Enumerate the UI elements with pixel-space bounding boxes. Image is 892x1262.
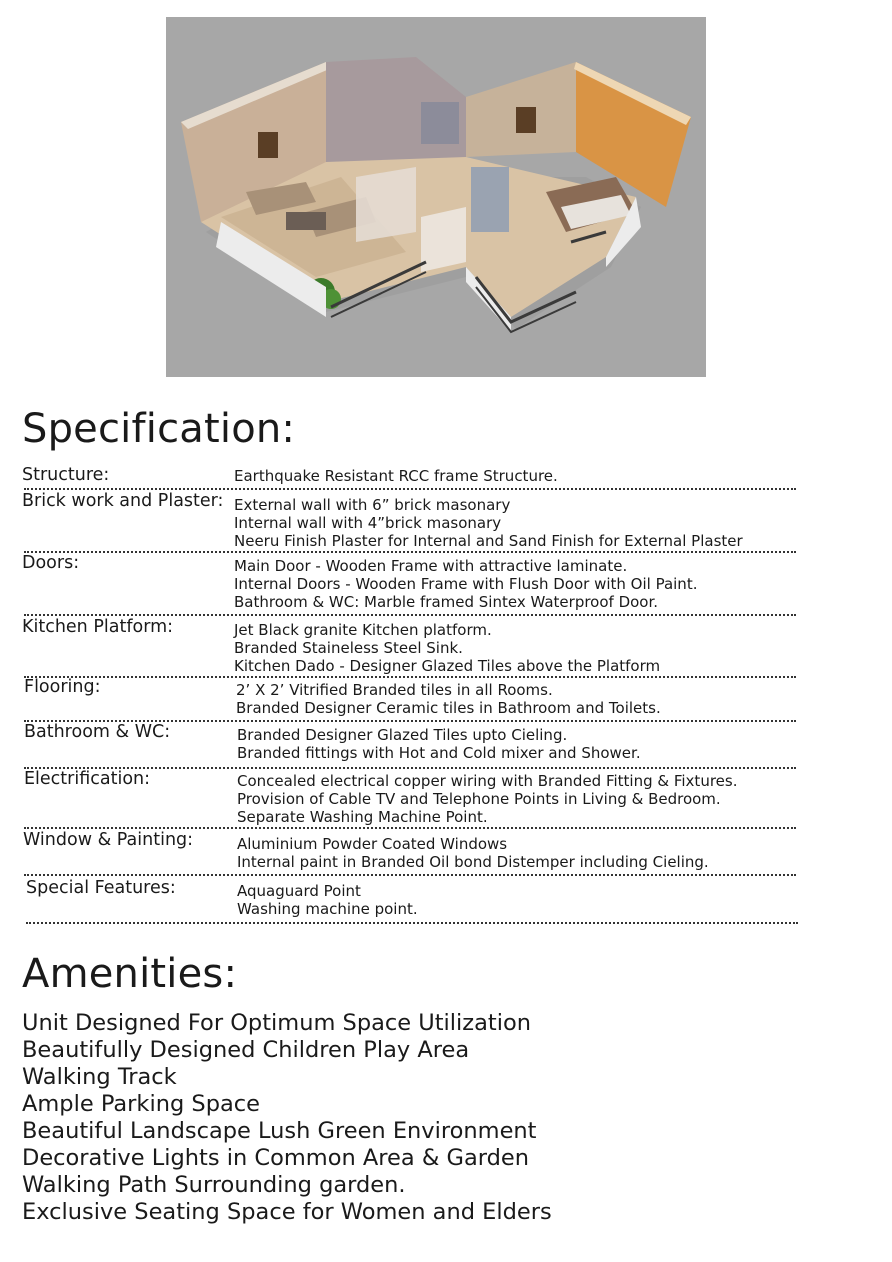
spec-value: Main Door - Wooden Frame with attractive laminate. <box>234 557 628 575</box>
spec-values <box>234 557 697 612</box>
spec-label: Special Features: <box>26 878 176 898</box>
dotted-divider <box>24 488 796 490</box>
amenity-item: Ample Parking Space <box>22 1091 260 1117</box>
spec-value: Kitchen Dado - Designer Glazed Tiles above the Platform <box>234 657 661 676</box>
spec-value: Concealed electrical copper wiring with Branded Fitting & Fixtures. <box>237 772 738 790</box>
specification-heading: Specification: <box>22 406 296 452</box>
spec-label: Bathroom & WC: <box>24 722 171 742</box>
spec-label: Electrification: <box>24 769 151 789</box>
amenity-item: Unit Designed For Optimum Space Utilization <box>22 1010 531 1036</box>
spec-values <box>237 726 641 762</box>
amenity-item: Beautiful Landscape Lush Green Environment <box>22 1118 537 1144</box>
dotted-divider <box>24 676 796 678</box>
amenity-item: Beautifully Designed Children Play Area <box>22 1037 470 1063</box>
dotted-divider <box>24 614 796 616</box>
dotted-divider <box>24 827 796 829</box>
spec-value: Aquaguard Point <box>237 882 361 900</box>
spec-values <box>237 835 709 871</box>
dotted-divider <box>26 922 798 924</box>
spec-value: Washing machine point. <box>237 900 418 919</box>
amenities-list <box>22 1010 552 1226</box>
spec-value: Branded Designer Ceramic tiles in Bathroom and Toilets. <box>236 699 661 718</box>
amenity-item: Decorative Lights in Common Area & Garden <box>22 1145 529 1171</box>
spec-label: Structure: <box>22 465 110 485</box>
spec-value: Internal wall with 4”brick masonary <box>234 514 502 533</box>
spec-values <box>237 882 418 918</box>
dotted-divider <box>24 874 796 876</box>
spec-value: Aluminium Powder Coated Windows <box>237 835 508 853</box>
spec-value: Bathroom & WC: Marble framed Sintex Waterproof Door. <box>234 593 659 612</box>
amenity-item: Walking Track <box>22 1064 177 1090</box>
spec-value: Branded Staineless Steel Sink. <box>234 639 463 658</box>
spec-values <box>237 772 737 827</box>
spec-value: Earthquake Resistant RCC frame Structure. <box>234 467 558 485</box>
floor-plan-image <box>166 17 706 377</box>
spec-value: Neeru Finish Plaster for Internal and Sand Finish for External Plaster <box>234 532 743 551</box>
spec-values <box>234 496 743 551</box>
spec-label: Doors: <box>22 553 80 573</box>
spec-value: Branded fittings with Hot and Cold mixer and Shower. <box>237 744 641 763</box>
spec-value: Internal Doors - Wooden Frame with Flush Door with Oil Paint. <box>234 575 698 594</box>
spec-value: 2’ X 2’ Vitrified Branded tiles in all Rooms. <box>236 681 553 699</box>
spec-value: Separate Washing Machine Point. <box>237 808 488 827</box>
spec-values <box>236 681 661 717</box>
spec-label: Kitchen Platform: <box>22 617 174 637</box>
spec-value: Jet Black granite Kitchen platform. <box>234 621 492 639</box>
amenity-item: Walking Path Surrounding garden. <box>22 1172 406 1198</box>
amenity-item: Exclusive Seating Space for Women and Elders <box>22 1199 552 1225</box>
spec-label: Window & Painting: <box>23 830 194 850</box>
spec-value: Internal paint in Branded Oil bond Distemper including Cieling. <box>237 853 709 872</box>
spec-value: Provision of Cable TV and Telephone Points in Living & Bedroom. <box>237 790 721 809</box>
spec-value: Branded Designer Glazed Tiles upto Cieling. <box>237 726 568 744</box>
spec-values <box>234 621 660 676</box>
amenities-heading: Amenities: <box>22 951 238 997</box>
spec-label: Flooring: <box>24 677 101 697</box>
spec-label: Brick work and Plaster: <box>22 491 224 511</box>
spec-values <box>234 467 558 485</box>
dotted-divider <box>24 551 796 553</box>
spec-value: External wall with 6” brick masonary <box>234 496 511 514</box>
